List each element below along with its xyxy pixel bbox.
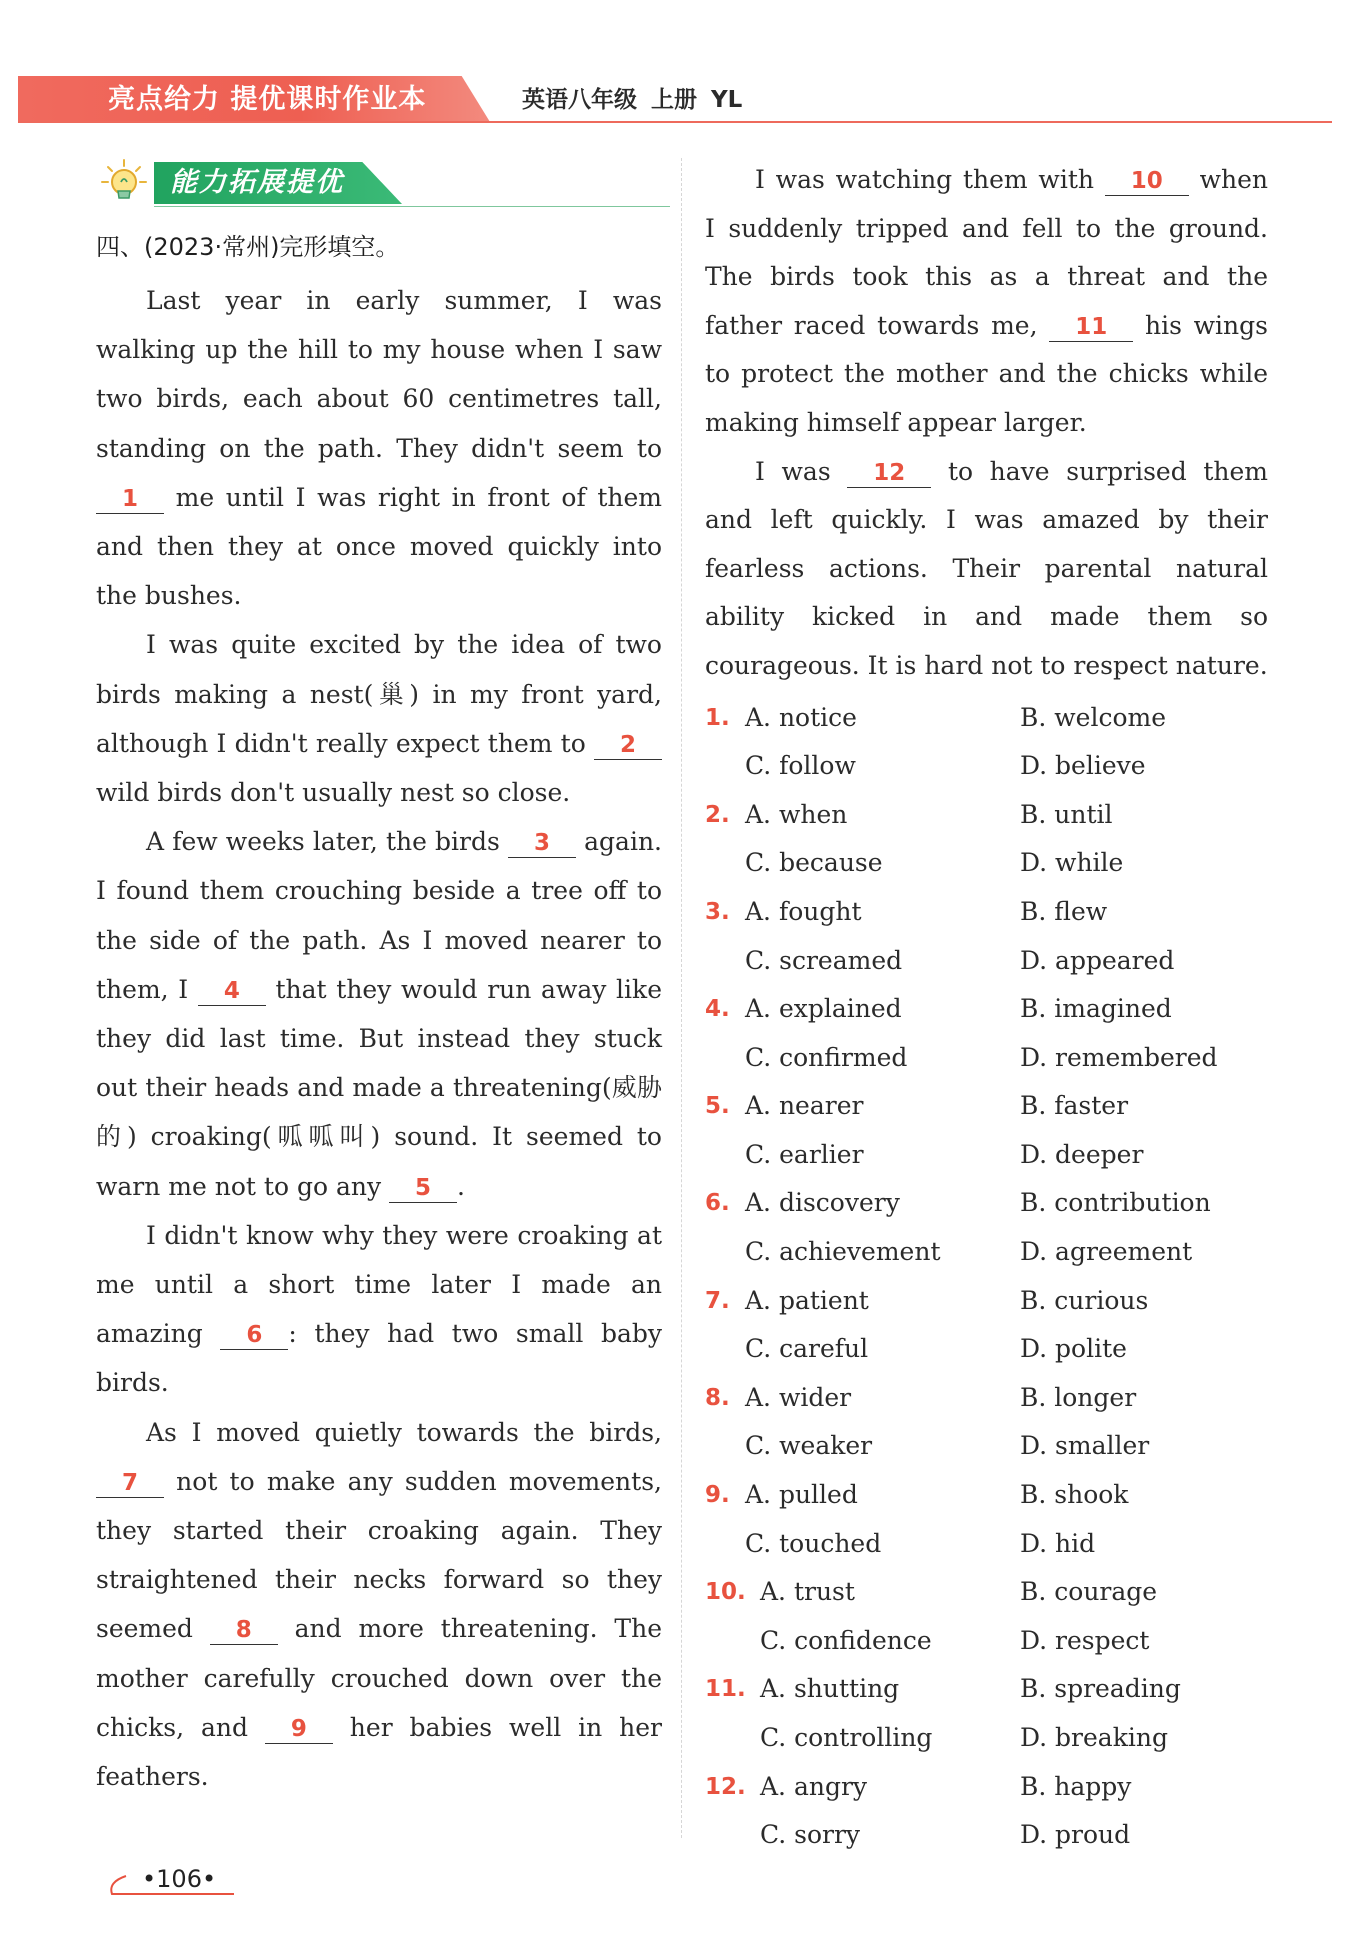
answer-blank-8[interactable] [210,1614,278,1645]
option-row [705,742,1268,791]
passage-text: I didn't know why they were croaking at me until a short time later I made an amazing [96,1220,662,1349]
option-c[interactable]: C. achievement [745,1237,941,1267]
passage-text: : they had two small baby birds. [96,1319,663,1398]
question-number: 9. [705,1482,730,1509]
option-row [705,1763,1268,1812]
option-d[interactable]: D. believe [1020,751,1146,781]
question-number: 5. [705,1093,730,1120]
option-d[interactable]: D. appeared [1020,945,1175,975]
option-a[interactable]: A. nearer [745,1091,864,1121]
passage-paragraph [96,276,662,620]
series-title: 亮点给力 提优课时作业本 [108,84,427,115]
edition-label: YL [711,87,743,113]
question-number: 10. [705,1579,746,1606]
blank-number: 7 [121,1469,138,1496]
passage-text: I was quite excited by the idea of two birds making a nest(巢) in my front yard, although I didn't really expect them to [96,630,662,758]
option-a[interactable]: A. notice [745,702,857,732]
passage-text: not to make any sudden movements, they started their croaking again. They straightened their necks forward so they seemed [96,1466,662,1644]
subject-label: 英语八年级 [522,87,637,113]
option-b[interactable]: B. imagined [1020,994,1172,1024]
option-b[interactable]: B. shook [1020,1480,1129,1510]
passage-paragraph [705,156,1268,448]
question-number: 4. [705,996,730,1023]
blank-number: 9 [290,1715,307,1742]
passage-text: that they would run away like they did last time. But instead they stuck out their heads and made a threatening(威胁的) croaking(呱呱叫) sound. It seemed to warn me not to go any [96,974,662,1201]
answer-blank-1[interactable] [96,483,164,514]
option-row [705,1131,1268,1180]
option-b[interactable]: B. contribution [1020,1188,1211,1218]
option-row [705,1325,1268,1374]
option-c[interactable]: C. because [745,848,883,878]
volume-label: 上册 [651,87,698,113]
option-c[interactable]: C. earlier [745,1139,864,1169]
option-d[interactable]: D. while [1020,848,1124,878]
answer-blank-6[interactable] [220,1319,288,1350]
option-row [705,888,1268,937]
passage-text: her babies well in her feathers. [96,1712,662,1792]
option-row [705,937,1268,986]
option-d[interactable]: D. deeper [1020,1139,1144,1169]
option-d[interactable]: D. smaller [1020,1431,1150,1461]
question-heading: 四、(2023·常州)完形填空。 [96,233,400,261]
passage-text: again. I found them crouching beside a tree off to the side of the path. As I moved nearer to them, I [96,827,662,1004]
option-b[interactable]: B. flew [1020,896,1108,926]
question-number: 12. [705,1773,746,1800]
option-c[interactable]: C. sorry [760,1820,861,1850]
blank-number: 8 [235,1617,252,1644]
passage-text: when I suddenly tripped and fell to the ground. The birds took this as a threat and the father raced towards me, [705,165,1268,340]
left-column [96,156,662,1801]
blank-number: 1 [121,485,138,512]
option-c[interactable]: C. weaker [745,1431,873,1461]
blank-number: 10 [1130,168,1163,194]
passage-text: A few weeks later, the birds [146,827,508,857]
option-row [705,839,1268,888]
lightbulb-icon [100,158,148,206]
right-column [705,156,1268,1860]
option-row [705,1568,1268,1617]
option-b[interactable]: B. faster [1020,1091,1129,1121]
passage-text: to have surprised them and left quickly. I was amazed by their fearless actions. Their parental natural ability kicked in and made them so courageous. It is hard not to respect nature. [705,456,1268,680]
passage-paragraph [96,1211,662,1408]
question-number: 8. [705,1384,730,1411]
answer-options [705,694,1268,1860]
option-b[interactable]: B. until [1020,799,1113,829]
option-a[interactable]: A. fought [745,896,862,926]
question-number: 3. [705,898,730,925]
passage-left [96,276,662,1801]
option-c[interactable]: C. controlling [760,1723,933,1752]
passage-text: wild birds don't usually nest so close. [96,778,571,808]
option-row [705,1714,1268,1763]
option-a[interactable]: A. discovery [745,1188,900,1218]
answer-blank-10[interactable] [1105,165,1189,196]
answer-blank-5[interactable] [389,1172,457,1203]
option-d[interactable]: D. hid [1020,1528,1096,1558]
option-row [705,1422,1268,1471]
option-c[interactable]: C. screamed [745,945,903,975]
passage-text: me until I was right in front of them and then they at once moved quickly into the bushes. [96,482,662,611]
section-badge [100,156,662,208]
blank-number: 3 [533,830,550,857]
option-d[interactable]: D. respect [1020,1625,1150,1655]
option-b[interactable]: B. longer [1020,1382,1137,1412]
blank-number: 5 [415,1174,432,1201]
option-a[interactable]: A. angry [760,1771,868,1801]
option-row [705,1034,1268,1083]
answer-blank-9[interactable] [265,1713,333,1744]
answer-blank-11[interactable] [1049,311,1133,342]
passage-text: I was watching them with [755,165,1105,194]
option-b[interactable]: B. curious [1020,1285,1149,1315]
book-info [522,82,742,118]
blank-number: 2 [619,731,636,758]
option-b[interactable]: B. welcome [1020,702,1167,732]
option-a[interactable]: A. pulled [745,1480,858,1510]
answer-blank-2[interactable] [594,729,662,760]
option-d[interactable]: D. polite [1020,1334,1127,1364]
option-c[interactable]: C. confidence [760,1625,932,1655]
option-row [705,1179,1268,1228]
section-title: 能力拓展提优 [170,167,344,198]
passage-right [705,156,1268,691]
option-b[interactable]: B. happy [1020,1771,1132,1801]
option-a[interactable]: A. when [745,799,848,829]
question-number: 11. [705,1676,746,1703]
option-row [705,1471,1268,1520]
option-d[interactable]: D. agreement [1020,1237,1193,1267]
option-d[interactable]: D. breaking [1020,1723,1168,1752]
blank-number: 12 [873,459,906,486]
option-row [705,1617,1268,1666]
option-b[interactable]: B. courage [1020,1577,1158,1607]
option-row [705,1665,1268,1714]
question-number: 2. [705,801,730,828]
option-c[interactable]: C. touched [745,1528,882,1558]
answer-blank-4[interactable] [198,975,266,1006]
passage-text: and more threatening. The mother carefully crouched down over the chicks, and [96,1614,662,1742]
answer-blank-12[interactable] [847,457,931,488]
option-row [705,1082,1268,1131]
option-row [705,694,1268,743]
option-c[interactable]: C. confirmed [745,1042,908,1072]
blank-number: 4 [223,977,240,1004]
option-b[interactable]: B. spreading [1020,1674,1181,1704]
header-rule [18,121,1332,123]
passage-text: Last year in early summer, I was walking up the hill to my house when I saw two birds, each about 60 centimetres tall, standing on the path. They didn't seem to [96,286,662,463]
option-row [705,1520,1268,1569]
option-a[interactable]: A. patient [745,1285,869,1315]
option-row [705,985,1268,1034]
option-d[interactable]: D. proud [1020,1820,1131,1850]
passage-paragraph [96,620,662,817]
option-c[interactable]: C. follow [745,751,856,781]
answer-blank-3[interactable] [508,827,576,858]
passage-paragraph [705,448,1268,691]
option-a[interactable]: A. trust [760,1577,855,1607]
option-row [705,1228,1268,1277]
option-row [705,1811,1268,1860]
question-number: 1. [705,704,730,731]
blank-number: 6 [246,1322,263,1349]
option-d[interactable]: D. remembered [1020,1042,1218,1072]
question-number: 6. [705,1190,730,1217]
passage-text: his wings to protect the mother and the chicks while making himself appear larger. [705,310,1268,437]
column-divider [681,158,682,1838]
option-c[interactable]: C. careful [745,1334,869,1364]
passage-paragraph [96,1408,662,1802]
passage-text: . [457,1171,465,1201]
passage-paragraph [96,817,662,1211]
question-number: 7. [705,1287,730,1314]
option-a[interactable]: A. explained [745,994,902,1024]
passage-text: As I moved quietly towards the birds, [146,1417,662,1447]
blank-number: 11 [1075,313,1108,340]
option-row [705,791,1268,840]
option-row [705,1277,1268,1326]
page-number: •106• [142,1865,217,1893]
option-a[interactable]: A. shutting [760,1674,900,1704]
option-a[interactable]: A. wider [745,1382,852,1412]
answer-blank-7[interactable] [96,1467,164,1498]
badge-rule [154,206,670,207]
option-row [705,1374,1268,1423]
passage-text: I was [755,456,848,486]
